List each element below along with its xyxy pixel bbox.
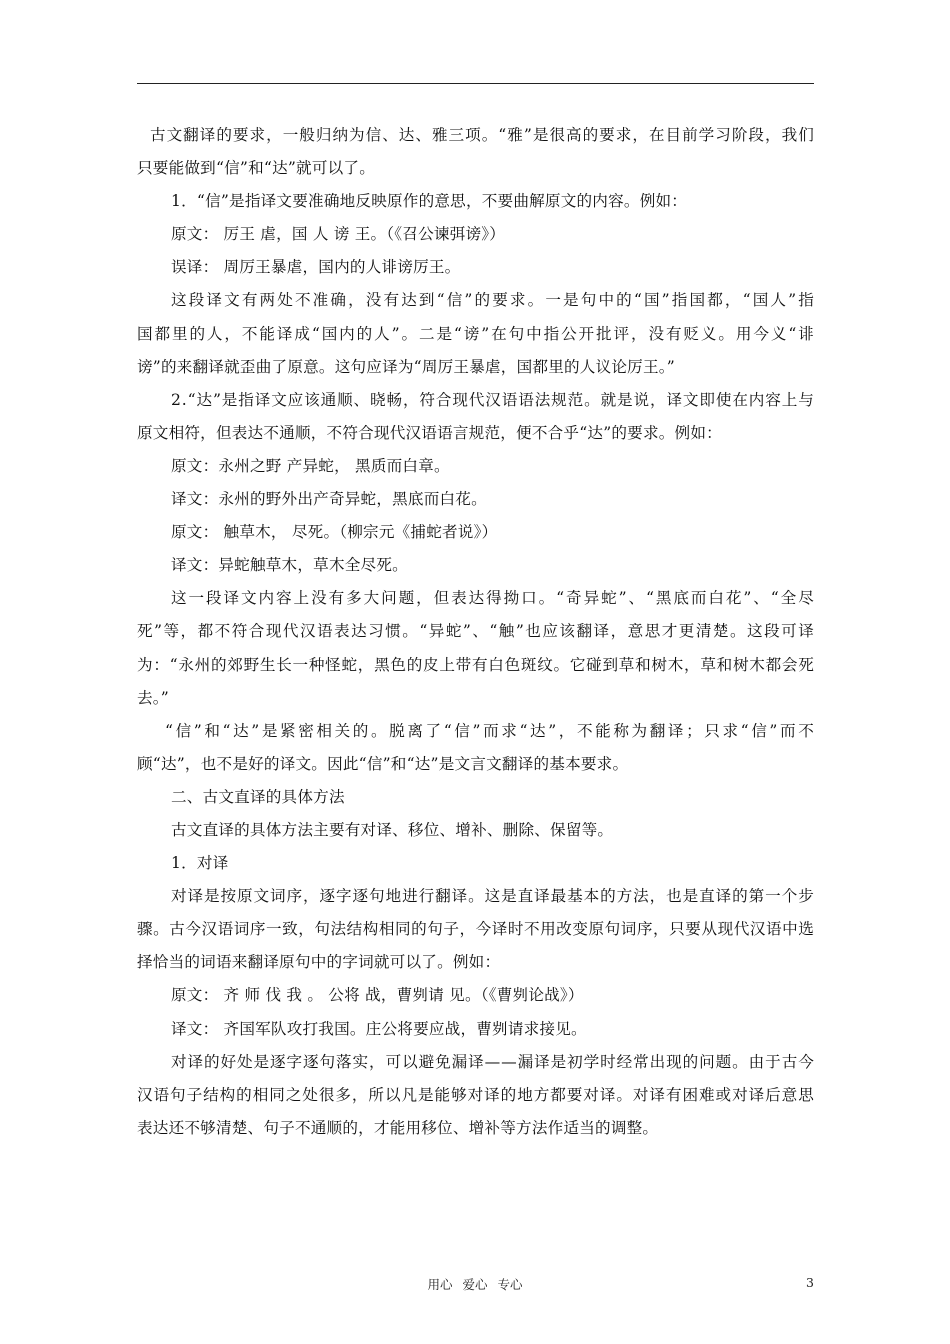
page-number: 3 [806, 1275, 814, 1290]
text-line: 对译的好处是逐字逐句落实，可以避免漏译——漏译是初学时经常出现的问题。由于古今 [171, 1052, 815, 1071]
text-line: 这一段译文内容上没有多大问题，但表达得拗口。“奇异蛇”、“黑底而白花”、“全尽 [171, 589, 816, 608]
text-line: 二、古文直译的具体方法 [171, 787, 345, 806]
text-line: 表达还不够清楚、句子不通顺的，才能用移位、增补等方法作适当的调整。 [137, 1118, 659, 1137]
text-line: 汉语句子结构的相同之处很多，所以凡是能够对译的地方都要对译。对译有困难或对译后意思 [137, 1085, 815, 1104]
text-line: 译文：异蛇触草木，草木全尽死。 [171, 556, 408, 575]
text-line: 国都里的人，不能译成“国内的人”。二是“谤”在句中指公开批评，没有贬义。用今义“诽 [137, 324, 816, 343]
text-line: 译文：永州的野外出产奇异蛇，黑底而白花。 [171, 490, 487, 509]
text-line: 死”等，都不符合现代汉语表达习惯。“异蛇”、“触”也应该翻译，意思才更清楚。这段可译 [137, 622, 816, 641]
text-line: 去。” [137, 688, 169, 707]
text-line: 只要能做到“信”和“达”就可以了。 [137, 159, 376, 178]
text-line: 这段译文有两处不准确，没有达到“信”的要求。一是句中的“国”指国都，“国人”指 [171, 291, 816, 310]
text-line: “信”和“达”是紧密相关的。脱离了“信”而求“达”，不能称为翻译；只求“信”而不 [165, 721, 817, 740]
text-line: 对译是按原文词序，逐字逐句地进行翻译。这是直译最基本的方法，也是直译的第一个步 [171, 887, 815, 906]
text-line: 顾“达”，也不是好的译文。因此“信”和“达”是文言文翻译的基本要求。 [137, 754, 629, 773]
text-line: 原文： 厉王 虐，国 人 谤 王。（《召公谏弭谤》） [171, 225, 506, 244]
text-line: 骤。古今汉语词序一致，句法结构相同的句子，今译时不用改变原句词序，只要从现代汉语中选 [137, 920, 815, 939]
text-line: 1．对译 [171, 854, 229, 873]
header-rule [137, 83, 814, 84]
text-line: 原文： 触草木， 尽死。（柳宗元《捕蛇者说》） [171, 523, 498, 542]
page-body [137, 119, 817, 1145]
text-line: 古文翻译的要求，一般归纳为信、达、雅三项。“雅”是很高的要求，在目前学习阶段，我们 [150, 126, 815, 144]
text-line: 谤”的来翻译就歪曲了原意。这句应译为“周厉王暴虐，国都里的人议论厉王。” [137, 357, 675, 376]
text-line: 择恰当的词语来翻译原句中的字词就可以了。例如： [137, 953, 501, 972]
text-line: 译文： 齐国军队攻打我国。庄公将要应战，曹刿请求接见。 [171, 1019, 587, 1038]
text-line: 原文相符，但表达不通顺，不符合现代汉语语言规范，便不合乎“达”的要求。例如： [137, 423, 722, 442]
text-line: 2.“达”是指译文应该通顺、晓畅，符合现代汉语语法规范。就是说，译文即使在内容上与 [171, 390, 815, 409]
text-line: 1．“信”是指译文要准确地反映原作的意思，不要曲解原文的内容。例如： [171, 192, 688, 211]
footer-slogan: 用心 爱心 专心 [427, 1277, 523, 1292]
text-line: 误译： 周厉王暴虐，国内的人诽谤厉王。 [171, 258, 461, 277]
text-line: 原文：永州之野 产异蛇， 黑质而白章。 [171, 456, 450, 475]
text-line: 原文： 齐 师 伐 我 。 公将 战，曹刿请 见。（《曹刿论战》） [171, 986, 584, 1005]
text-line: 古文直译的具体方法主要有对译、移位、增补、删除、保留等。 [171, 820, 614, 839]
text-line: 为：“永州的郊野生长一种怪蛇，黑色的皮上带有白色斑纹。它碰到草和树木，草和树木都会死 [137, 655, 815, 674]
